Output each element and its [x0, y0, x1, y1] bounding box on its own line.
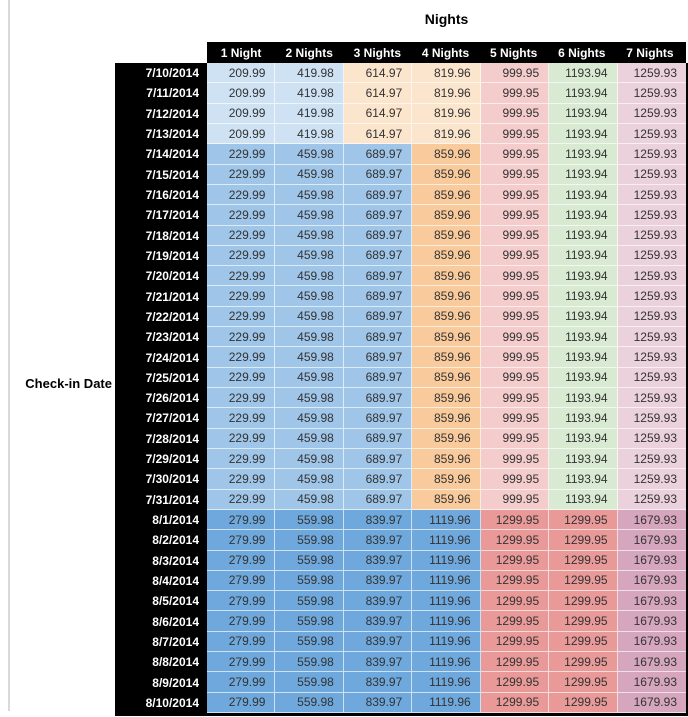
price-cell[interactable]: 999.95: [481, 185, 549, 205]
pane-divider: [8, 0, 10, 711]
price-cell[interactable]: 689.97: [344, 408, 412, 428]
price-cell[interactable]: 839.97: [344, 571, 412, 591]
price-cell[interactable]: 559.98: [275, 693, 343, 713]
price-cell[interactable]: 559.98: [275, 571, 343, 591]
price-cell[interactable]: 229.99: [207, 469, 275, 489]
price-cell[interactable]: 1299.95: [481, 652, 549, 672]
row-header-date[interactable]: 7/16/2014: [115, 185, 207, 205]
price-cell[interactable]: 859.96: [412, 246, 480, 266]
price-cell[interactable]: 689.97: [344, 144, 412, 164]
price-cell[interactable]: 209.99: [207, 124, 275, 144]
price-cell[interactable]: 1193.94: [549, 449, 617, 469]
price-cell[interactable]: 1679.93: [618, 632, 686, 652]
price-cell[interactable]: 1299.95: [549, 652, 617, 672]
price-cell[interactable]: 614.97: [344, 63, 412, 83]
price-cell[interactable]: 859.96: [412, 144, 480, 164]
price-cell[interactable]: 1299.95: [549, 571, 617, 591]
price-cell[interactable]: 999.95: [481, 124, 549, 144]
price-cell[interactable]: 229.99: [207, 368, 275, 388]
price-cell[interactable]: 1259.93: [618, 165, 686, 185]
price-cell[interactable]: 1193.94: [549, 368, 617, 388]
price-cell[interactable]: 209.99: [207, 63, 275, 83]
price-cell[interactable]: 1299.95: [549, 530, 617, 550]
column-header[interactable]: 3 Nights: [353, 45, 402, 60]
price-cell[interactable]: 1119.96: [412, 611, 480, 631]
row-header-date[interactable]: 7/10/2014: [115, 63, 207, 83]
price-cell[interactable]: 229.99: [207, 327, 275, 347]
price-cell[interactable]: 229.99: [207, 347, 275, 367]
price-cell[interactable]: 859.96: [412, 368, 480, 388]
price-cell[interactable]: 1259.93: [618, 144, 686, 164]
price-cell[interactable]: 1193.94: [549, 104, 617, 124]
price-cell[interactable]: 614.97: [344, 83, 412, 103]
price-cell[interactable]: 999.95: [481, 307, 549, 327]
price-cell[interactable]: 1679.93: [618, 530, 686, 550]
row-header-date[interactable]: 7/26/2014: [115, 388, 207, 408]
price-cell[interactable]: 689.97: [344, 286, 412, 306]
price-cell[interactable]: 1193.94: [549, 347, 617, 367]
price-cell[interactable]: 1119.96: [412, 652, 480, 672]
price-cell[interactable]: 279.99: [207, 510, 275, 530]
row-axis-label: Check-in Date: [25, 376, 112, 391]
price-cell[interactable]: 1299.95: [549, 551, 617, 571]
price-cell[interactable]: 459.98: [275, 388, 343, 408]
price-cell[interactable]: 689.97: [344, 246, 412, 266]
row-header-date[interactable]: 7/24/2014: [115, 347, 207, 367]
row-header-date[interactable]: 7/29/2014: [115, 449, 207, 469]
price-cell[interactable]: 1193.94: [549, 408, 617, 428]
price-cell[interactable]: 999.95: [481, 286, 549, 306]
price-cell[interactable]: 1259.93: [618, 327, 686, 347]
price-cell[interactable]: 859.96: [412, 469, 480, 489]
price-cell[interactable]: 1259.93: [618, 246, 686, 266]
price-cell[interactable]: 859.96: [412, 165, 480, 185]
price-cell[interactable]: 859.96: [412, 307, 480, 327]
price-cell[interactable]: 614.97: [344, 124, 412, 144]
price-cell[interactable]: 459.98: [275, 144, 343, 164]
price-cell[interactable]: 559.98: [275, 510, 343, 530]
price-cell[interactable]: 859.96: [412, 327, 480, 347]
price-cell[interactable]: 1193.94: [549, 246, 617, 266]
price-cell[interactable]: 459.98: [275, 469, 343, 489]
price-cell[interactable]: 279.99: [207, 591, 275, 611]
price-cell[interactable]: 1259.93: [618, 490, 686, 510]
price-cell[interactable]: 1259.93: [618, 124, 686, 144]
price-cell[interactable]: 229.99: [207, 388, 275, 408]
row-header-date[interactable]: 7/12/2014: [115, 104, 207, 124]
price-cell[interactable]: 279.99: [207, 632, 275, 652]
price-cell[interactable]: 1259.93: [618, 429, 686, 449]
price-cell[interactable]: 1193.94: [549, 388, 617, 408]
price-cell[interactable]: 859.96: [412, 185, 480, 205]
price-cell[interactable]: 559.98: [275, 591, 343, 611]
price-cell[interactable]: 689.97: [344, 185, 412, 205]
price-cell[interactable]: 1259.93: [618, 469, 686, 489]
price-cell[interactable]: 279.99: [207, 652, 275, 672]
price-cell[interactable]: 839.97: [344, 693, 412, 713]
price-cell[interactable]: 839.97: [344, 551, 412, 571]
price-cell[interactable]: 559.98: [275, 632, 343, 652]
price-cell[interactable]: 1259.93: [618, 83, 686, 103]
price-cell[interactable]: 999.95: [481, 347, 549, 367]
price-cell[interactable]: 229.99: [207, 246, 275, 266]
price-cell[interactable]: 1299.95: [549, 632, 617, 652]
row-header-date[interactable]: 8/9/2014: [115, 672, 207, 692]
row-header-date[interactable]: 7/30/2014: [115, 469, 207, 489]
price-cell[interactable]: 1679.93: [618, 693, 686, 713]
price-cell[interactable]: 1259.93: [618, 286, 686, 306]
price-cell[interactable]: 459.98: [275, 408, 343, 428]
price-cell[interactable]: 999.95: [481, 408, 549, 428]
price-cell[interactable]: 459.98: [275, 347, 343, 367]
price-cell[interactable]: 229.99: [207, 266, 275, 286]
price-cell[interactable]: 559.98: [275, 652, 343, 672]
price-cell[interactable]: 1259.93: [618, 226, 686, 246]
price-cell[interactable]: 1299.95: [481, 693, 549, 713]
row-header-date[interactable]: 7/14/2014: [115, 144, 207, 164]
price-cell[interactable]: 1193.94: [549, 429, 617, 449]
price-cell[interactable]: 459.98: [275, 226, 343, 246]
row-header-date[interactable]: 8/6/2014: [115, 611, 207, 631]
price-cell[interactable]: 1193.94: [549, 469, 617, 489]
column-header-row: [207, 42, 686, 63]
price-cell[interactable]: 459.98: [275, 368, 343, 388]
price-cell[interactable]: 839.97: [344, 652, 412, 672]
row-header-date[interactable]: 7/20/2014: [115, 266, 207, 286]
price-cell[interactable]: 229.99: [207, 490, 275, 510]
row-header-date[interactable]: 8/2/2014: [115, 530, 207, 550]
price-cell[interactable]: 1119.96: [412, 571, 480, 591]
price-cell[interactable]: 1119.96: [412, 530, 480, 550]
price-cell[interactable]: 419.98: [275, 124, 343, 144]
price-cell[interactable]: 999.95: [481, 266, 549, 286]
price-cell[interactable]: 229.99: [207, 307, 275, 327]
price-cell[interactable]: 559.98: [275, 672, 343, 692]
price-cell[interactable]: 1679.93: [618, 571, 686, 591]
column-header[interactable]: 5 Nights: [489, 45, 538, 60]
price-cell[interactable]: 229.99: [207, 449, 275, 469]
price-cell[interactable]: 1299.95: [481, 632, 549, 652]
price-cell[interactable]: 1259.93: [618, 368, 686, 388]
price-cell[interactable]: 1299.95: [549, 672, 617, 692]
row-header-date[interactable]: 7/28/2014: [115, 429, 207, 449]
price-cell[interactable]: 1259.93: [618, 408, 686, 428]
price-cell[interactable]: 859.96: [412, 490, 480, 510]
row-header-date[interactable]: 7/15/2014: [115, 165, 207, 185]
price-cell[interactable]: 689.97: [344, 205, 412, 225]
price-cell[interactable]: 279.99: [207, 571, 275, 591]
price-cell[interactable]: 1193.94: [549, 124, 617, 144]
price-cell[interactable]: 689.97: [344, 388, 412, 408]
price-cell[interactable]: 1193.94: [549, 165, 617, 185]
price-cell[interactable]: 559.98: [275, 530, 343, 550]
price-cell[interactable]: 279.99: [207, 611, 275, 631]
price-cell[interactable]: 1679.93: [618, 672, 686, 692]
price-cell[interactable]: 859.96: [412, 449, 480, 469]
price-cell[interactable]: 1679.93: [618, 510, 686, 530]
price-cell[interactable]: 279.99: [207, 530, 275, 550]
price-cell[interactable]: 1259.93: [618, 185, 686, 205]
price-cell[interactable]: 999.95: [481, 469, 549, 489]
row-header-date[interactable]: 7/19/2014: [115, 246, 207, 266]
price-cell[interactable]: 859.96: [412, 286, 480, 306]
row-header-date[interactable]: 7/17/2014: [115, 205, 207, 225]
column-header[interactable]: 4 Nights: [421, 45, 470, 60]
price-cell[interactable]: 1119.96: [412, 551, 480, 571]
price-cell[interactable]: 459.98: [275, 429, 343, 449]
price-cell[interactable]: 279.99: [207, 693, 275, 713]
price-cell[interactable]: 559.98: [275, 551, 343, 571]
price-cell[interactable]: 1259.93: [618, 449, 686, 469]
price-cell[interactable]: 689.97: [344, 368, 412, 388]
row-header-date[interactable]: 7/25/2014: [115, 368, 207, 388]
price-cell[interactable]: 459.98: [275, 490, 343, 510]
price-cell[interactable]: 459.98: [275, 449, 343, 469]
price-cell[interactable]: 1299.95: [481, 571, 549, 591]
price-cell[interactable]: 689.97: [344, 327, 412, 347]
pricing-table-body: [115, 63, 688, 716]
price-cell[interactable]: 819.96: [412, 124, 480, 144]
price-cell[interactable]: 1193.94: [549, 205, 617, 225]
price-cell[interactable]: 859.96: [412, 347, 480, 367]
price-cell[interactable]: 279.99: [207, 551, 275, 571]
price-cell[interactable]: 229.99: [207, 205, 275, 225]
table-title: Nights: [424, 11, 469, 27]
price-cell[interactable]: 859.96: [412, 429, 480, 449]
price-cell[interactable]: 1259.93: [618, 307, 686, 327]
price-cell[interactable]: 229.99: [207, 226, 275, 246]
price-cell[interactable]: 1259.93: [618, 347, 686, 367]
price-cell[interactable]: 859.96: [412, 408, 480, 428]
row-header-date[interactable]: 8/5/2014: [115, 591, 207, 611]
row-header-date[interactable]: 7/18/2014: [115, 226, 207, 246]
price-cell[interactable]: 839.97: [344, 530, 412, 550]
price-cell[interactable]: 1259.93: [618, 266, 686, 286]
price-cell[interactable]: 1193.94: [549, 226, 617, 246]
price-cell[interactable]: 459.98: [275, 327, 343, 347]
price-cell[interactable]: 859.96: [412, 226, 480, 246]
price-cell[interactable]: 689.97: [344, 266, 412, 286]
price-cell[interactable]: 1193.94: [549, 327, 617, 347]
price-cell[interactable]: 459.98: [275, 266, 343, 286]
price-cell[interactable]: 1299.95: [549, 510, 617, 530]
price-cell[interactable]: 1193.94: [549, 83, 617, 103]
price-cell[interactable]: 229.99: [207, 185, 275, 205]
price-cell[interactable]: 859.96: [412, 388, 480, 408]
price-cell[interactable]: 839.97: [344, 672, 412, 692]
price-cell[interactable]: 1259.93: [618, 388, 686, 408]
price-cell[interactable]: 459.98: [275, 286, 343, 306]
price-cell[interactable]: 999.95: [481, 449, 549, 469]
price-cell[interactable]: 1193.94: [549, 286, 617, 306]
price-cell[interactable]: 229.99: [207, 429, 275, 449]
column-header[interactable]: 6 Nights: [558, 45, 606, 60]
price-cell[interactable]: 999.95: [481, 388, 549, 408]
price-cell[interactable]: 459.98: [275, 205, 343, 225]
price-cell[interactable]: 419.98: [275, 104, 343, 124]
price-cell[interactable]: 689.97: [344, 226, 412, 246]
price-cell[interactable]: 1259.93: [618, 104, 686, 124]
price-cell[interactable]: 459.98: [275, 307, 343, 327]
price-cell[interactable]: 999.95: [481, 63, 549, 83]
price-cell[interactable]: 229.99: [207, 286, 275, 306]
price-cell[interactable]: 209.99: [207, 104, 275, 124]
price-cell[interactable]: 1299.95: [481, 672, 549, 692]
column-header[interactable]: 1 Night: [220, 45, 262, 60]
price-cell[interactable]: 229.99: [207, 408, 275, 428]
row-header-date[interactable]: 7/27/2014: [115, 408, 207, 428]
price-cell[interactable]: 999.95: [481, 226, 549, 246]
price-cell[interactable]: 1679.93: [618, 551, 686, 571]
price-cell[interactable]: 819.96: [412, 83, 480, 103]
row-header-date[interactable]: 7/22/2014: [115, 307, 207, 327]
price-cell[interactable]: 689.97: [344, 469, 412, 489]
price-cell[interactable]: 859.96: [412, 266, 480, 286]
price-cell[interactable]: 1119.96: [412, 591, 480, 611]
price-cell[interactable]: 614.97: [344, 104, 412, 124]
price-cell[interactable]: 859.96: [412, 205, 480, 225]
row-header-date[interactable]: 8/1/2014: [115, 510, 207, 530]
price-cell[interactable]: 1119.96: [412, 672, 480, 692]
row-header-date[interactable]: 7/11/2014: [115, 83, 207, 103]
price-cell[interactable]: 1679.93: [618, 611, 686, 631]
price-cell[interactable]: 999.95: [481, 327, 549, 347]
price-cell[interactable]: 999.95: [481, 429, 549, 449]
price-cell[interactable]: 459.98: [275, 185, 343, 205]
price-cell[interactable]: 1299.95: [549, 611, 617, 631]
price-cell[interactable]: 279.99: [207, 672, 275, 692]
price-cell[interactable]: 689.97: [344, 347, 412, 367]
price-cell[interactable]: 689.97: [344, 449, 412, 469]
price-cell[interactable]: 999.95: [481, 165, 549, 185]
price-cell[interactable]: 1299.95: [481, 530, 549, 550]
price-cell[interactable]: 1299.95: [481, 551, 549, 571]
price-cell[interactable]: 689.97: [344, 429, 412, 449]
price-cell[interactable]: 689.97: [344, 307, 412, 327]
price-cell[interactable]: 999.95: [481, 490, 549, 510]
price-cell[interactable]: 999.95: [481, 368, 549, 388]
price-cell[interactable]: 229.99: [207, 144, 275, 164]
price-cell[interactable]: 1299.95: [481, 591, 549, 611]
price-cell[interactable]: 819.96: [412, 104, 480, 124]
price-cell[interactable]: 1119.96: [412, 693, 480, 713]
price-cell[interactable]: 1679.93: [618, 591, 686, 611]
price-cell[interactable]: 819.96: [412, 63, 480, 83]
price-cell[interactable]: 1193.94: [549, 63, 617, 83]
price-cell[interactable]: 839.97: [344, 611, 412, 631]
price-cell[interactable]: 229.99: [207, 165, 275, 185]
row-header-date[interactable]: 8/3/2014: [115, 551, 207, 571]
row-header-date[interactable]: 7/23/2014: [115, 327, 207, 347]
price-cell[interactable]: 1299.95: [481, 611, 549, 631]
price-cell[interactable]: 459.98: [275, 246, 343, 266]
price-cell[interactable]: 839.97: [344, 510, 412, 530]
row-header-date[interactable]: 8/8/2014: [115, 652, 207, 672]
price-cell[interactable]: 1299.95: [481, 510, 549, 530]
price-cell[interactable]: 1299.95: [549, 591, 617, 611]
price-cell[interactable]: 839.97: [344, 591, 412, 611]
price-cell[interactable]: 1193.94: [549, 144, 617, 164]
price-cell[interactable]: 1259.93: [618, 63, 686, 83]
column-header[interactable]: 2 Nights: [285, 45, 333, 60]
price-cell[interactable]: 1679.93: [618, 652, 686, 672]
row-header-date[interactable]: 7/21/2014: [115, 286, 207, 306]
price-cell[interactable]: 1193.94: [549, 185, 617, 205]
price-cell[interactable]: 1119.96: [412, 510, 480, 530]
price-cell[interactable]: 1193.94: [549, 266, 617, 286]
row-header-date[interactable]: 7/13/2014: [115, 124, 207, 144]
price-cell[interactable]: 559.98: [275, 611, 343, 631]
price-cell[interactable]: 419.98: [275, 63, 343, 83]
price-cell[interactable]: 1299.95: [549, 693, 617, 713]
price-cell[interactable]: 999.95: [481, 246, 549, 266]
row-header-date[interactable]: 8/7/2014: [115, 632, 207, 652]
price-cell[interactable]: 999.95: [481, 104, 549, 124]
price-cell[interactable]: 689.97: [344, 490, 412, 510]
price-cell[interactable]: 459.98: [275, 165, 343, 185]
price-cell[interactable]: 999.95: [481, 144, 549, 164]
price-cell[interactable]: 839.97: [344, 632, 412, 652]
row-header-date[interactable]: 8/10/2014: [115, 693, 207, 713]
row-header-date[interactable]: 8/4/2014: [115, 571, 207, 591]
price-cell[interactable]: 689.97: [344, 165, 412, 185]
price-cell[interactable]: 419.98: [275, 83, 343, 103]
price-cell[interactable]: 1259.93: [618, 205, 686, 225]
row-header-date[interactable]: 7/31/2014: [115, 490, 207, 510]
column-header[interactable]: 7 Nights: [626, 45, 674, 60]
price-cell[interactable]: 999.95: [481, 205, 549, 225]
price-cell[interactable]: 209.99: [207, 83, 275, 103]
price-cell[interactable]: 1193.94: [549, 490, 617, 510]
price-cell[interactable]: 1193.94: [549, 307, 617, 327]
price-cell[interactable]: 1119.96: [412, 632, 480, 652]
price-cell[interactable]: 999.95: [481, 83, 549, 103]
